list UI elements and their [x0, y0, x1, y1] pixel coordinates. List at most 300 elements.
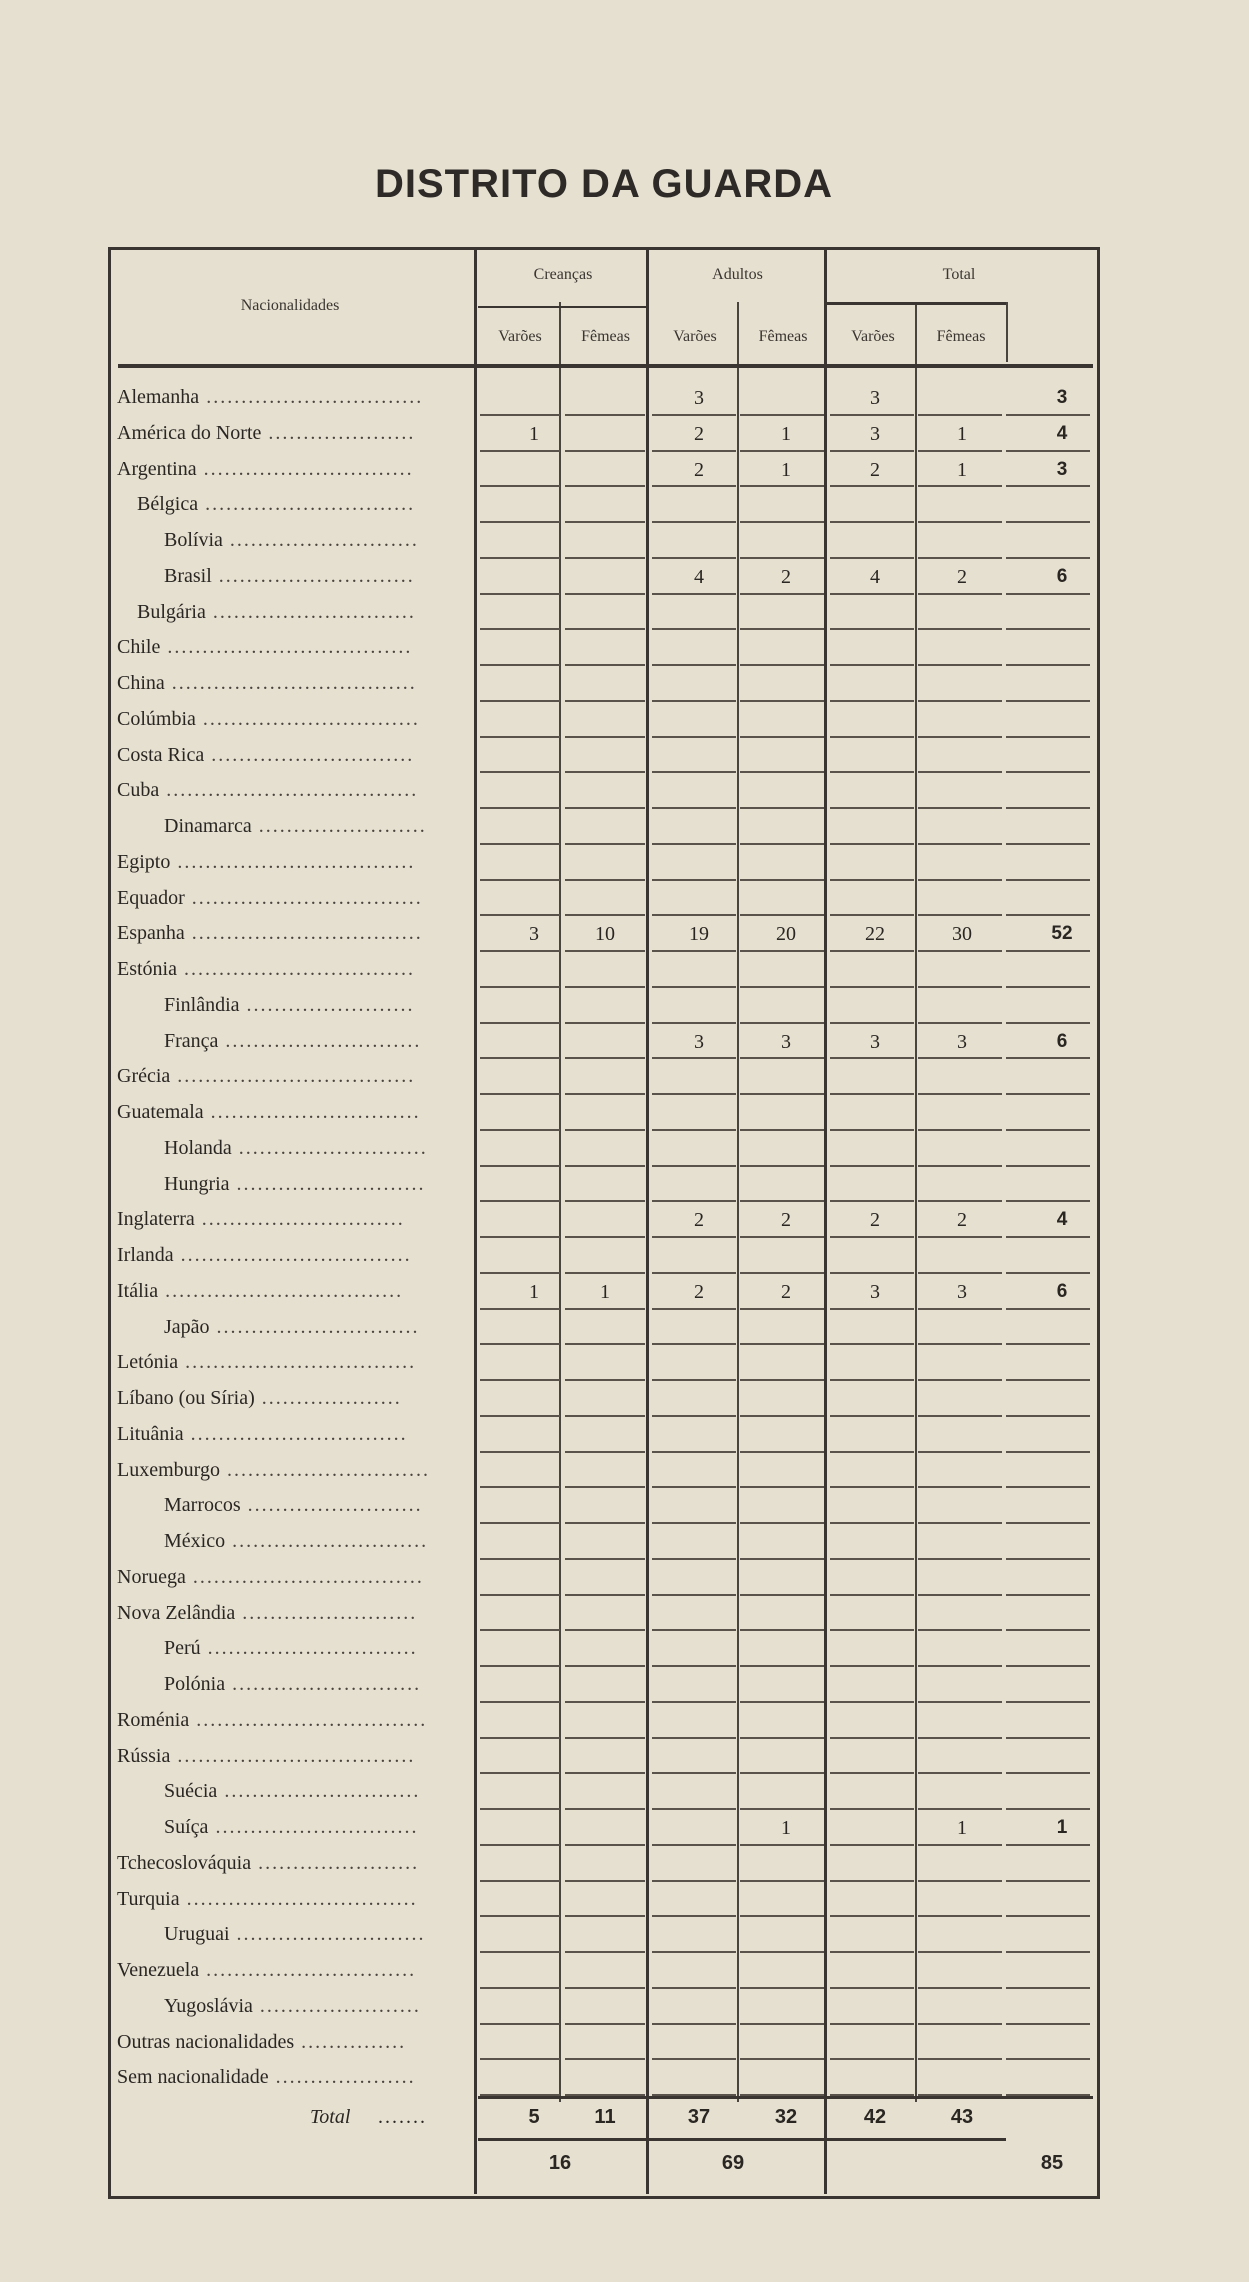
leader-dots: ................................. [178, 1351, 417, 1374]
cell-rule [918, 1987, 1002, 1989]
cell-rule [565, 1343, 645, 1345]
cell-rule [918, 450, 1002, 452]
cell-value: 3 [1056, 458, 1068, 480]
cell-rule [740, 1415, 824, 1417]
cell-rule [830, 1451, 914, 1453]
cell-value: 3 [1056, 387, 1068, 408]
cell-rule [652, 628, 736, 630]
cell-rule [1006, 1343, 1090, 1345]
cell-rule [565, 1200, 645, 1202]
cell-rule [565, 1522, 645, 1524]
cell-rule [830, 1415, 914, 1417]
cell-rule [1006, 950, 1090, 952]
cell-rule [652, 879, 736, 881]
cell-rule [565, 1772, 645, 1774]
cell-rule [740, 1486, 824, 1488]
cell-rule [830, 879, 914, 881]
cell-rule [565, 771, 645, 773]
cell-rule [1006, 1022, 1090, 1024]
cell-rule [652, 1129, 736, 1131]
header-rule [478, 306, 646, 308]
cell-rule [480, 771, 560, 773]
row-label: Letónia ................................. [117, 1351, 417, 1374]
cell-rule [652, 914, 736, 916]
cell-value: 4 [694, 565, 704, 588]
cell-rule [565, 1915, 645, 1917]
cell-rule [480, 2023, 560, 2025]
cell-rule [830, 1486, 914, 1488]
cell-rule [565, 1272, 645, 1274]
column-divider [737, 302, 739, 2102]
cell-rule [740, 1308, 824, 1310]
row-label: Bolívia ........................... [164, 529, 419, 551]
cell-rule [1006, 628, 1090, 630]
cell-rule [1006, 1915, 1090, 1917]
cell-rule [652, 1880, 736, 1882]
cell-rule [565, 485, 645, 487]
total-value: 37 [687, 2106, 711, 2128]
cell-rule [480, 1701, 560, 1703]
cell-rule [652, 1915, 736, 1917]
cell-rule [918, 2023, 1002, 2025]
cell-rule [652, 1451, 736, 1453]
row-label: Alemanha ............................... [117, 386, 424, 408]
cell-rule [740, 986, 824, 988]
leader-dots: ............................ [217, 1780, 421, 1803]
cell-rule [1006, 700, 1090, 702]
cell-rule [480, 485, 560, 487]
header-sub-4: Fêmeas [758, 328, 808, 345]
cell-rule [918, 1915, 1002, 1917]
cell-value: 2 [957, 565, 967, 588]
cell-value: 10 [595, 923, 615, 946]
cell-rule [918, 1665, 1002, 1667]
cell-rule [565, 1951, 645, 1953]
cell-rule [565, 1844, 645, 1846]
cell-rule [1006, 771, 1090, 773]
leader-dots: .................... [268, 2066, 416, 2089]
cell-rule [830, 2058, 914, 2060]
cell-rule [918, 1022, 1002, 1024]
cell-rule [480, 1200, 560, 1202]
cell-rule [652, 1522, 736, 1524]
header-sub-3: Varões [673, 328, 717, 345]
cell-rule [565, 1236, 645, 1238]
cell-rule [740, 1915, 824, 1917]
cell-value: 2 [694, 1280, 704, 1303]
cell-value: 2 [694, 1209, 704, 1232]
cell-rule [565, 557, 645, 559]
cell-rule [918, 1057, 1002, 1059]
cell-rule [830, 628, 914, 630]
cell-rule [565, 736, 645, 738]
cell-rule [918, 1129, 1002, 1131]
cell-rule [652, 593, 736, 595]
leader-dots: ............................... [195, 707, 420, 730]
cell-rule [740, 1558, 824, 1560]
leader-dots: .................................. [170, 850, 416, 873]
cell-rule [480, 557, 560, 559]
cell-rule [1006, 807, 1090, 809]
leader-dots: ....................... [251, 1851, 420, 1874]
cell-rule [740, 1880, 824, 1882]
cell-rule [652, 1558, 736, 1560]
cell-rule [565, 593, 645, 595]
cell-rule [1006, 2023, 1090, 2025]
cell-rule [830, 1522, 914, 1524]
cell-rule [480, 1236, 560, 1238]
cell-rule [830, 557, 914, 559]
row-label: Roménia ................................. [117, 1708, 428, 1731]
cell-rule [918, 1522, 1002, 1524]
leader-dots: ................................. [185, 1565, 424, 1588]
cell-rule [565, 1022, 645, 1024]
cell-rule [830, 1987, 914, 1989]
header-sub-6: Fêmeas [936, 328, 986, 345]
cell-rule [652, 771, 736, 773]
row-label: Dinamarca ........................ [164, 815, 427, 837]
leader-dots: ..................... [261, 421, 416, 444]
cell-rule [652, 664, 736, 666]
cell-rule [740, 1737, 824, 1739]
leader-dots: ......................... [235, 1601, 418, 1624]
cell-rule [565, 1987, 645, 1989]
cell-rule [918, 1808, 1002, 1810]
cell-rule [565, 664, 645, 666]
cell-rule [652, 1486, 736, 1488]
cell-rule [830, 1236, 914, 1238]
cell-rule [1006, 1880, 1090, 1882]
cell-rule [740, 1236, 824, 1238]
cell-rule [1006, 1093, 1090, 1095]
header-group-total: Total [942, 266, 976, 283]
cell-rule [1006, 1629, 1090, 1631]
cell-rule [565, 950, 645, 952]
row-label: Bulgária ............................. [137, 600, 416, 623]
cell-rule [740, 1987, 824, 1989]
cell-rule [918, 557, 1002, 559]
column-divider [915, 302, 917, 2102]
cell-value: 1 [957, 458, 967, 481]
cell-rule [480, 986, 560, 988]
cell-rule [918, 807, 1002, 809]
cell-rule [830, 1558, 914, 1560]
cell-value: 2 [781, 565, 791, 588]
cell-rule [740, 1701, 824, 1703]
row-label: Perú .............................. [164, 1637, 418, 1660]
cell-rule [1006, 1057, 1090, 1059]
cell-rule [652, 1951, 736, 1953]
cell-rule [918, 414, 1002, 416]
cell-rule [1006, 1129, 1090, 1131]
cell-rule [830, 1701, 914, 1703]
row-label: Venezuela .............................. [117, 1959, 417, 1981]
leader-dots: ............................. [204, 743, 415, 766]
cell-rule [1006, 1272, 1090, 1274]
cell-rule [918, 1737, 1002, 1739]
leader-dots: .............................. [198, 493, 416, 516]
cell-rule [830, 1272, 914, 1274]
row-label: Hungria ........................... [164, 1172, 426, 1195]
cell-rule [480, 1451, 560, 1453]
cell-rule [830, 485, 914, 487]
cell-rule [830, 1594, 914, 1596]
cell-rule [1006, 1772, 1090, 1774]
cell-rule [480, 1808, 560, 1810]
cell-rule [1006, 1594, 1090, 1596]
cell-rule [740, 950, 824, 952]
cell-rule [652, 700, 736, 702]
cell-rule [480, 1522, 560, 1524]
cell-value: 3 [781, 1030, 791, 1053]
cell-rule [480, 700, 560, 702]
row-label: Equador ................................. [117, 886, 423, 909]
cell-rule [830, 593, 914, 595]
cell-rule [740, 1629, 824, 1631]
leader-dots: ........................... [222, 529, 419, 551]
row-label: Noruega ................................. [117, 1565, 424, 1588]
row-label: Estónia ................................. [117, 958, 415, 980]
cell-value: 1 [600, 1280, 610, 1303]
cell-value: 2 [870, 458, 880, 481]
leader-dots: ............................. [194, 1208, 405, 1231]
column-divider [824, 249, 827, 2194]
row-label: Luxemburgo ............................. [117, 1458, 430, 1481]
cell-rule [480, 1880, 560, 1882]
row-label: Japão ............................. [164, 1315, 420, 1338]
row-label: Lituânia ............................... [117, 1422, 408, 1445]
cell-rule [1006, 1701, 1090, 1703]
cell-rule [480, 593, 560, 595]
cell-rule [480, 664, 560, 666]
cell-rule [740, 1343, 824, 1345]
leader-dots: .................................. [158, 1279, 404, 1302]
cell-rule [1006, 736, 1090, 738]
cell-rule [565, 700, 645, 702]
cell-rule [480, 521, 560, 523]
cell-value: 30 [952, 923, 972, 946]
cell-rule [918, 1880, 1002, 1882]
row-label: Brasil ............................ [164, 564, 415, 587]
leader-dots: .................................. [170, 1065, 416, 1088]
leader-dots: ................................... [164, 672, 417, 694]
sum-adults: 69 [721, 2152, 745, 2174]
cell-rule [830, 664, 914, 666]
cell-rule [918, 843, 1002, 845]
cell-rule [652, 1057, 736, 1059]
leader-dots: ................................. [179, 1887, 418, 1910]
row-label: Tchecoslováquia ....................... [117, 1851, 420, 1874]
cell-rule [1006, 1379, 1090, 1381]
cell-rule [740, 1093, 824, 1095]
cell-rule [830, 521, 914, 523]
cell-value: 3 [694, 387, 704, 409]
leader-dots: ................................. [184, 922, 423, 945]
column-divider [1006, 302, 1008, 362]
cell-rule [480, 736, 560, 738]
row-label: Argentina .............................. [117, 457, 414, 480]
cell-value: 1 [529, 1280, 539, 1303]
cell-rule [565, 1379, 645, 1381]
leader-dots: ............................. [205, 600, 416, 623]
cell-rule [652, 1772, 736, 1774]
cell-rule [1006, 1236, 1090, 1238]
leader-dots: ............................. [208, 1816, 419, 1838]
cell-rule [918, 1701, 1002, 1703]
header-sub-1: Varões [498, 328, 542, 345]
cell-rule [740, 1951, 824, 1953]
cell-rule [1006, 1844, 1090, 1846]
cell-rule [1006, 1665, 1090, 1667]
cell-rule [480, 2058, 560, 2060]
cell-rule [565, 1165, 645, 1167]
cell-rule [918, 1165, 1002, 1167]
row-label: Rússia .................................. [117, 1744, 416, 1767]
cell-value: 2 [781, 1209, 791, 1232]
cell-rule [830, 1844, 914, 1846]
leader-dots: ........................... [229, 1172, 426, 1195]
cell-value: 2 [957, 1209, 967, 1232]
cell-rule [480, 1915, 560, 1917]
cell-rule [652, 843, 736, 845]
cell-rule [1006, 914, 1090, 916]
cell-rule [652, 485, 736, 487]
cell-rule [918, 914, 1002, 916]
leader-dots: ........................... [229, 1923, 426, 1946]
leader-dots: ........................... [231, 1136, 428, 1159]
cell-rule [1006, 414, 1090, 416]
cell-rule [565, 1880, 645, 1882]
cell-rule [652, 450, 736, 452]
row-label: Sem nacionalidade .................... [117, 2066, 416, 2089]
cell-rule [480, 1022, 560, 1024]
cell-rule [480, 1093, 560, 1095]
cell-rule [480, 914, 560, 916]
cell-rule [918, 986, 1002, 988]
cell-rule [565, 843, 645, 845]
leader-dots: .............................. [203, 1101, 421, 1123]
cell-rule [740, 1057, 824, 1059]
cell-value: 6 [1056, 565, 1068, 587]
leader-dots: ............................... [183, 1422, 408, 1445]
cell-rule [918, 1343, 1002, 1345]
cell-value: 3 [529, 923, 539, 946]
cell-rule [830, 1129, 914, 1131]
cell-rule [652, 1093, 736, 1095]
cell-rule [918, 1951, 1002, 1953]
cell-rule [1006, 1165, 1090, 1167]
cell-rule [830, 1665, 914, 1667]
row-label: Guatemala .............................. [117, 1101, 421, 1123]
cell-rule [918, 1451, 1002, 1453]
cell-rule [652, 1343, 736, 1345]
cell-rule [565, 807, 645, 809]
leader-dots: .............................. [199, 1959, 417, 1981]
cell-rule [480, 1772, 560, 1774]
cell-rule [480, 1486, 560, 1488]
cell-rule [740, 2023, 824, 2025]
leader-dots: ............................ [225, 1530, 429, 1552]
row-label: China ................................... [117, 672, 417, 694]
cell-rule [565, 1057, 645, 1059]
cell-rule [830, 986, 914, 988]
cell-rule [652, 2023, 736, 2025]
cell-value: 4 [870, 565, 880, 588]
cell-rule [652, 1200, 736, 1202]
cell-rule [740, 1200, 824, 1202]
cell-rule [740, 879, 824, 881]
cell-rule [1006, 450, 1090, 452]
leader-dots: .............................. [196, 457, 414, 480]
cell-rule [565, 1629, 645, 1631]
cell-rule [918, 1486, 1002, 1488]
cell-rule [1006, 664, 1090, 666]
cell-rule [918, 664, 1002, 666]
page-title: DISTRITO DA GUARDA [375, 162, 833, 206]
cell-rule [918, 2058, 1002, 2060]
cell-value: 6 [1056, 1030, 1068, 1052]
cell-rule [918, 1558, 1002, 1560]
cell-rule [652, 2058, 736, 2060]
cell-rule [1006, 843, 1090, 845]
cell-rule [1006, 1737, 1090, 1739]
cell-rule [480, 879, 560, 881]
cell-rule [480, 628, 560, 630]
cell-value: 3 [957, 1280, 967, 1303]
cell-rule [565, 1558, 645, 1560]
cell-value: 20 [776, 923, 796, 946]
cell-rule [652, 1737, 736, 1739]
cell-rule [652, 1594, 736, 1596]
cell-rule [830, 1093, 914, 1095]
cell-rule [652, 986, 736, 988]
cell-rule [830, 950, 914, 952]
cell-rule [918, 1844, 1002, 1846]
total-value: 11 [594, 2106, 616, 2128]
row-label: Colúmbia ............................... [117, 707, 420, 730]
leader-dots: ................................. [177, 958, 415, 980]
row-label: Suécia ............................ [164, 1780, 421, 1803]
cell-rule [1006, 2058, 1090, 2060]
cell-rule [830, 1200, 914, 1202]
cell-rule [740, 807, 824, 809]
cell-rule [1006, 557, 1090, 559]
row-label: França ............................ [164, 1029, 422, 1052]
cell-value: 1 [957, 422, 967, 445]
cell-rule [480, 843, 560, 845]
column-divider [474, 249, 477, 2194]
leader-dots: ................................... [160, 636, 413, 659]
row-label: Líbano (ou Síria) .................... [117, 1387, 402, 1409]
cell-value: 1 [781, 422, 791, 445]
cell-rule [1006, 1308, 1090, 1310]
cell-rule [740, 914, 824, 916]
cell-rule [652, 1844, 736, 1846]
cell-value: 2 [694, 458, 704, 481]
cell-rule [918, 1236, 1002, 1238]
cell-rule [918, 593, 1002, 595]
row-label: Turquia ................................. [117, 1887, 418, 1910]
leader-dots: .................................. [170, 1744, 416, 1767]
cell-rule [652, 1272, 736, 1274]
leader-dots: ......................... [240, 1494, 423, 1517]
cell-rule [918, 700, 1002, 702]
row-label: Marrocos ......................... [164, 1494, 423, 1517]
cell-rule [565, 1093, 645, 1095]
cell-rule [918, 1200, 1002, 1202]
leader-dots: ............... [294, 2030, 407, 2053]
cell-rule [480, 414, 560, 416]
